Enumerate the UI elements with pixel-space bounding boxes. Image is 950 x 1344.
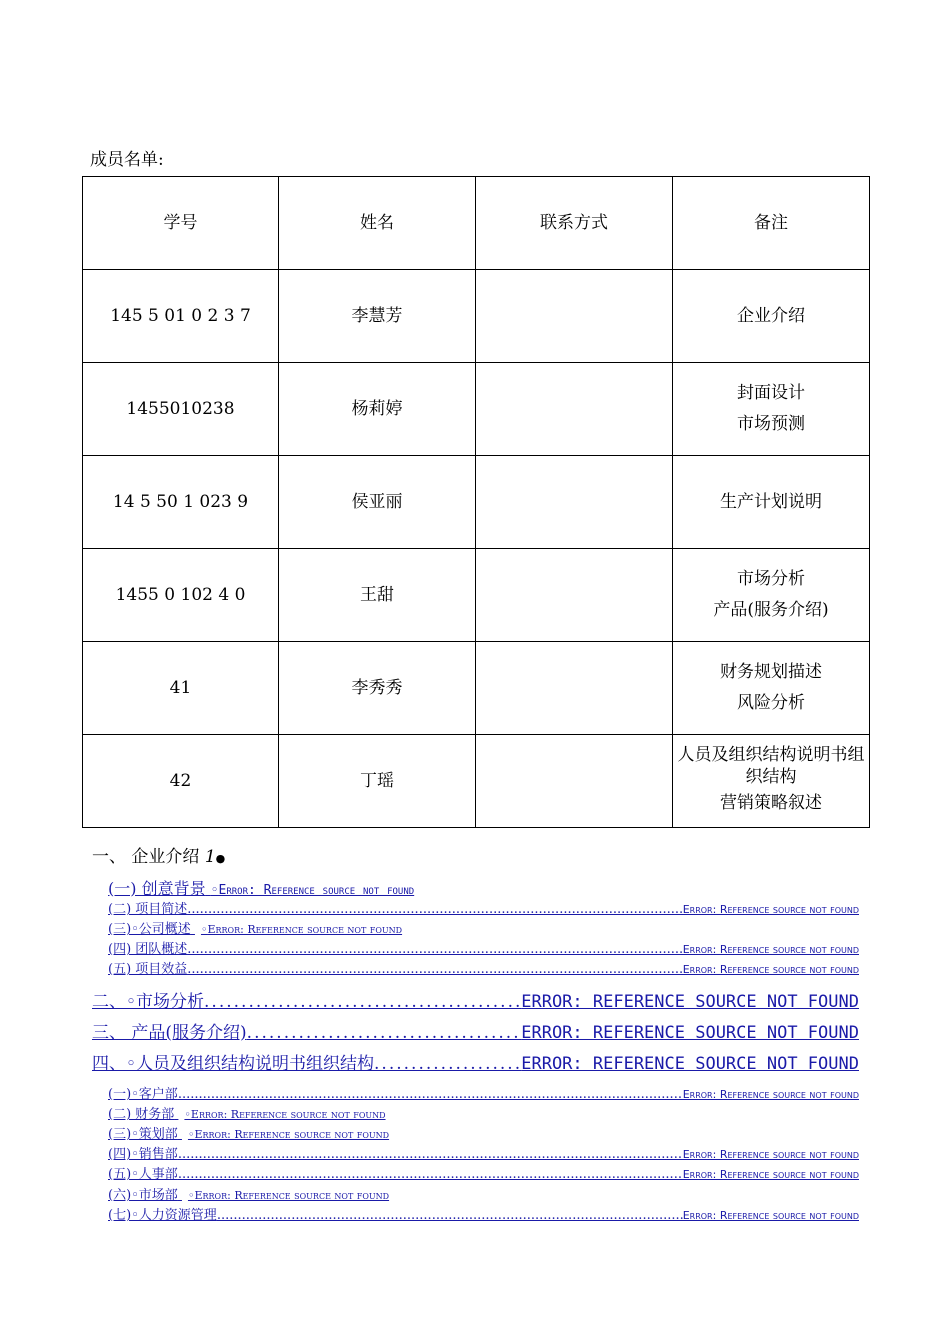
cell-id: 14 5 50 1 023 9 [83, 456, 279, 549]
toc-link-company-overview[interactable] [108, 918, 402, 936]
cell-contact [476, 735, 673, 828]
toc-link-label: (四) 团队概述 [108, 942, 188, 957]
toc-link-label: (七)◦人力资源管理 [108, 1208, 217, 1223]
toc-link-organization[interactable] [92, 1049, 859, 1075]
toc-link-label: (三)◦公司概述 [108, 922, 191, 937]
toc-link-label: (五) 项目效益 [108, 962, 188, 977]
toc-link-marketing-dept[interactable] [108, 1184, 389, 1202]
toc-link-error: ERROR: REFERENCE SOURCE NOT FOUND [521, 1023, 859, 1043]
note-line: 产品(服务介绍) [713, 600, 829, 620]
toc-link-error: Error: Reference source not found [682, 1168, 859, 1181]
toc-link-label: 四、◦人员及组织结构说明书组织结构 [92, 1054, 375, 1074]
toc-link-hr-dept[interactable] [108, 1163, 859, 1181]
toc-link-project-summary[interactable] [108, 898, 859, 916]
toc-link-error: ◦Error: Reference source not found [184, 1108, 386, 1121]
toc-link-error: ◦Error: Reference source not found [187, 1189, 390, 1202]
toc-link-error: ◦Error: Reference source not found [210, 883, 415, 898]
toc-link-team-overview[interactable] [108, 938, 859, 956]
toc-leader-dots [187, 942, 682, 957]
toc-link-planning-dept[interactable] [108, 1123, 389, 1141]
note-line: 市场预测 [737, 414, 805, 434]
member-table [82, 176, 870, 828]
note-line: 封面设计 [737, 383, 805, 403]
toc-link-customer-dept[interactable] [108, 1083, 859, 1101]
toc-leader-dots [217, 1208, 683, 1223]
toc-section-1: 一、 企业介绍 1● [92, 847, 226, 867]
toc-link-creative-background[interactable] [108, 876, 414, 899]
member-list-heading: 成员名单: [90, 150, 164, 170]
cell-contact [476, 642, 673, 735]
toc-link-error: ◦Error: Reference source not found [200, 923, 403, 936]
table-row [83, 456, 870, 549]
note-line: 企业介绍 [737, 305, 805, 326]
cell-id: 41 [83, 642, 279, 735]
toc-link-error: Error: Reference source not found [682, 963, 859, 976]
toc-leader-dots [178, 1167, 683, 1182]
toc-link-label: (一) 创意背景 [108, 879, 206, 898]
toc-link-label: (三)◦策划部 [108, 1127, 178, 1142]
cell-name: 李秀秀 [279, 642, 476, 735]
cell-notes [673, 363, 870, 456]
toc-link-label: (二) 项目简述 [108, 902, 188, 917]
toc-link-label: (四)◦销售部 [108, 1147, 178, 1162]
toc-link-error: Error: Reference source not found [682, 1088, 859, 1101]
cell-notes [673, 735, 870, 828]
toc-link-hr-management[interactable] [108, 1204, 859, 1222]
table-header-row [83, 177, 870, 270]
toc-leader-dots [178, 1147, 683, 1162]
cell-name: 侯亚丽 [279, 456, 476, 549]
cell-id: 1455 0 102 4 0 [83, 549, 279, 642]
table-row [83, 363, 870, 456]
note-line: 财务规划描述 [720, 662, 822, 682]
toc-link-product-service[interactable] [92, 1018, 859, 1044]
toc-link-project-benefits[interactable] [108, 958, 859, 976]
cell-notes [673, 456, 870, 549]
cell-contact [476, 456, 673, 549]
table-row [83, 642, 870, 735]
cell-id: 145 5 01 0 2 3 7 [83, 270, 279, 363]
table-row [83, 735, 870, 828]
toc-leader-dots [204, 992, 521, 1012]
toc-link-market-analysis[interactable] [92, 987, 859, 1013]
column-header-notes: 备注 [673, 177, 870, 270]
toc-link-error: Error: Reference source not found [682, 1148, 859, 1161]
toc-link-label: 三、 产品(服务介绍) [92, 1023, 247, 1043]
note-line: 营销策略叙述 [720, 792, 822, 813]
cell-contact [476, 363, 673, 456]
column-header-id: 学号 [83, 177, 279, 270]
toc-link-error: Error: Reference source not found [682, 903, 859, 916]
toc-leader-dots [187, 962, 682, 977]
toc-link-sales-dept[interactable] [108, 1143, 859, 1161]
toc-leader-dots [247, 1023, 522, 1043]
cell-notes [673, 270, 870, 363]
table-row [83, 270, 870, 363]
cell-contact [476, 270, 673, 363]
cell-name: 李慧芳 [279, 270, 476, 363]
toc-link-label: 二、◦市场分析 [92, 992, 205, 1012]
note-line: 风险分析 [737, 693, 805, 713]
toc-link-error: ERROR: REFERENCE SOURCE NOT FOUND [521, 992, 859, 1012]
cell-id: 1455010238 [83, 363, 279, 456]
column-header-name: 姓名 [279, 177, 476, 270]
cell-id: 42 [83, 735, 279, 828]
cell-notes [673, 642, 870, 735]
note-line: 人员及组织结构说明书组织结构 [677, 744, 865, 787]
cell-notes [673, 549, 870, 642]
toc-link-error: Error: Reference source not found [682, 943, 859, 956]
note-line: 生产计划说明 [720, 491, 822, 512]
toc-leader-dots [187, 902, 682, 917]
toc-link-finance-dept[interactable] [108, 1103, 386, 1121]
toc-leader-dots [374, 1054, 521, 1074]
toc-link-error: Error: Reference source not found [682, 1209, 859, 1222]
toc-section-1-label: 一、 企业介绍 [92, 847, 200, 867]
column-header-contact: 联系方式 [476, 177, 673, 270]
toc-link-label: (一)◦客户部 [108, 1087, 178, 1102]
toc-link-label: (五)◦人事部 [108, 1167, 178, 1182]
toc-leader-dots [178, 1087, 683, 1102]
note-line: 市场分析 [737, 569, 805, 589]
cell-name: 王甜 [279, 549, 476, 642]
toc-link-label: (六)◦市场部 [108, 1188, 178, 1203]
cell-contact [476, 549, 673, 642]
cell-name: 杨莉婷 [279, 363, 476, 456]
toc-link-error: ◦Error: Reference source not found [187, 1128, 390, 1141]
toc-link-error: ERROR: REFERENCE SOURCE NOT FOUND [521, 1054, 859, 1074]
toc-link-label: (二) 财务部 [108, 1107, 175, 1122]
cell-name: 丁瑶 [279, 735, 476, 828]
table-row [83, 549, 870, 642]
toc-section-1-number: 1 [204, 847, 216, 867]
